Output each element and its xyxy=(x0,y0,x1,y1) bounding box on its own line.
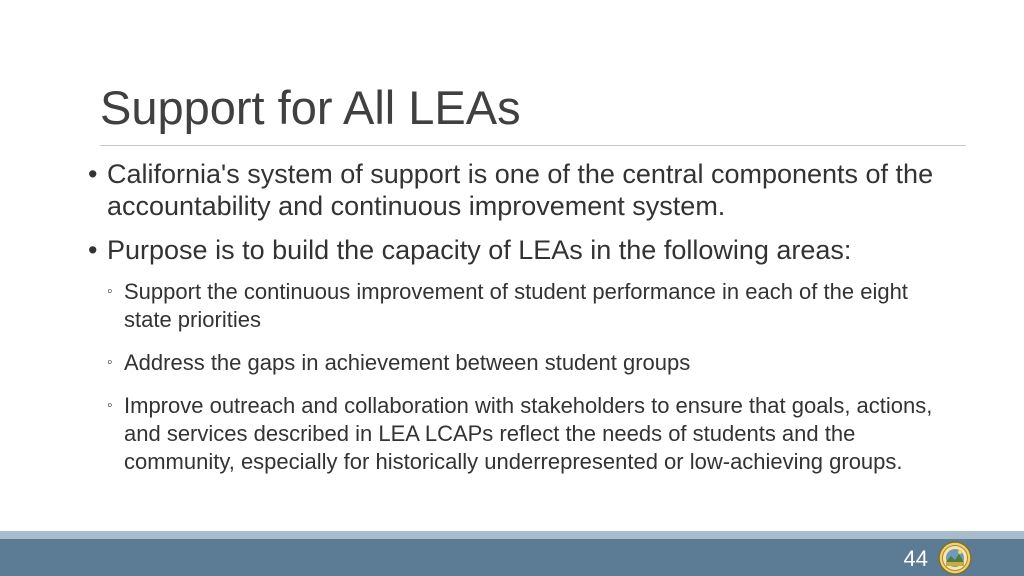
title-divider xyxy=(100,145,966,146)
footer-band xyxy=(0,539,1024,576)
state-seal-icon xyxy=(938,541,972,575)
bullet-item xyxy=(88,158,948,222)
bullet-text: California's system of support is one of the central components of the accountability and continuous improvement system. xyxy=(107,159,934,221)
bullet-item xyxy=(88,234,948,266)
bullet-text: Purpose is to build the capacity of LEAs in the following areas: xyxy=(107,235,852,265)
sub-bullet-marker: ◦ xyxy=(107,354,113,371)
sub-bullet-item xyxy=(107,278,948,334)
footer-highlight-band xyxy=(0,531,1024,539)
sub-bullet-text: Address the gaps in achievement between student groups xyxy=(124,350,691,375)
sub-bullet-item xyxy=(107,392,948,476)
sub-bullet-item xyxy=(107,349,948,377)
sub-bullet-text: Support the continuous improvement of student performance in each of the eight state priorities xyxy=(124,279,908,332)
sub-bullet-marker: ◦ xyxy=(107,397,113,414)
bullet-marker: • xyxy=(88,159,98,189)
sub-bullet-text: Improve outreach and collaboration with stakeholders to ensure that goals, actions, and services described in LEA LCAPs reflect the needs of students and the community, especially for historically underrepresented or low-achieving groups. xyxy=(124,393,933,474)
slide-title: Support for All LEAs xyxy=(100,81,521,134)
bullet-marker: • xyxy=(88,235,98,265)
page-number: 44 xyxy=(903,546,928,571)
slide-content xyxy=(88,158,948,491)
sub-bullet-marker: ◦ xyxy=(107,283,113,300)
